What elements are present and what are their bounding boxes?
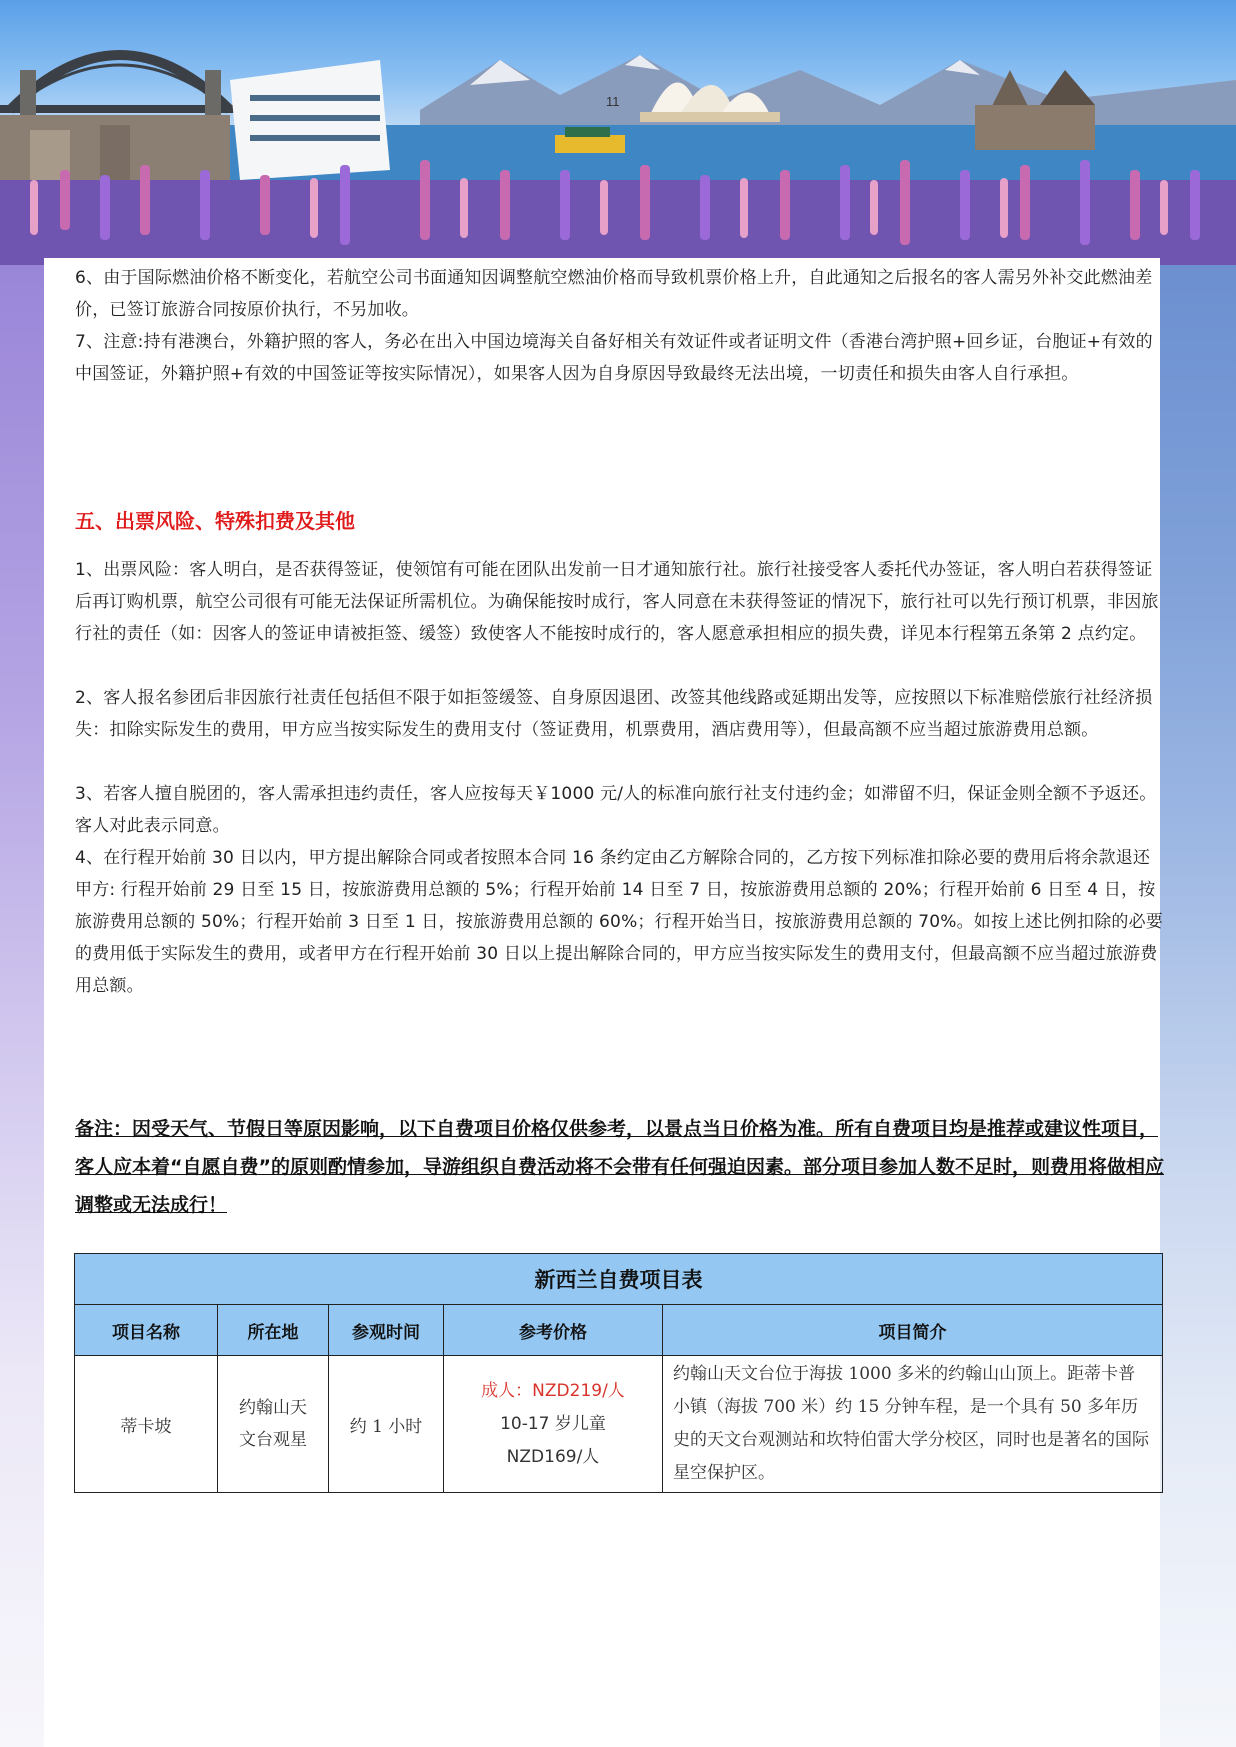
- price-child: NZD169/人: [506, 1446, 600, 1467]
- section-item-3: 3、若客人擅自脱团的，客人需承担违约责任，客人应按每天￥1000 元/人的标准向旅行社支付违约金；如滞留不归，保证金则全额不予返还。客人对此表示同意。: [75, 784, 1157, 836]
- cell-price: [444, 1356, 663, 1493]
- header-price: 参考价格: [444, 1305, 663, 1356]
- optional-items-note: 备注：因受天气、节假日等原因影响，以下自费项目价格仅供参考，以景点当日价格为准。所有自费项目均是推荐或建议性项目，客人应本着“自愿自费”的原则酌情参加，导游组织自费活动将不会带有任何强迫因素。部分项目参加人数不足时，则费用将做相应调整或无法成行！: [75, 1118, 1164, 1216]
- header-banner: [0, 0, 1236, 265]
- cell-duration: 约 1 小时: [329, 1356, 444, 1493]
- cell-intro: 约翰山天文台位于海拔 1000 多米的约翰山山顶上。距蒂卡普小镇（海拔 700 米）约 15 分钟车程，是一个具有 50 多年历史的天文台观测站和坎特伯雷大学分校区，同时也是著名的国际星空保护区。: [663, 1356, 1163, 1493]
- cell-location: 约翰山天文台观星: [218, 1356, 329, 1493]
- left-decor-strip: [0, 265, 44, 1747]
- right-decor-strip: [1160, 265, 1236, 1747]
- price-child-age: 10-17 岁儿童: [500, 1413, 606, 1434]
- section-title: 五、出票风险、特殊扣费及其他: [75, 509, 355, 533]
- section-item-1: 1、出票风险：客人明白，是否获得签证，使领馆有可能在团队出发前一日才通知旅行社。旅行社接受客人委托代办签证，客人明白若获得签证后再订购机票，航空公司很有可能无法保证所需机位。为确保能按时成行，客人同意在未获得签证的情况下，旅行社可以先行预订机票，非因旅行社的责任（如：因客人的签证申请被拒签、缓签）致使客人不能按时成行的，客人愿意承担相应的损失费，详见本行程第五条第 2 点约定。: [75, 560, 1159, 644]
- paragraph-passport-notice: 7、注意:持有港澳台，外籍护照的客人，务必在出入中国边境海关自备好相关有效证件或者证明文件（香港台湾护照+回乡证，台胞证+有效的中国签证，外籍护照+有效的中国签证等按实际情况），如果客人因为自身原因导致最终无法出境，一切责任和损失由客人自行承担。: [75, 332, 1153, 384]
- price-adult: 成人：NZD219/人: [481, 1380, 625, 1401]
- header-item-name: 项目名称: [75, 1305, 218, 1356]
- optional-items-table: [74, 1253, 1163, 1493]
- table-row: [75, 1356, 1163, 1493]
- header-intro: 项目简介: [663, 1305, 1163, 1356]
- section-item-4: 4、在行程开始前 30 日以内，甲方提出解除合同或者按照本合同 16 条约定由乙方解除合同的，乙方按下列标准扣除必要的费用后将余款退还甲方: 行程开始前 29 日至 15 日，按旅游费用总额的 5%；行程开始前 14 日至 7 日，按旅游费用总额的 20%；行程开始前 6 日至 4 日，按旅游费用总额的 50%；行程开始前 3 日至 1 日，按旅游费用总额的 60%；行程开始当日，按旅游费用总额的 70%。如按上述比例扣除的必要的费用低于实际发生的费用，或者甲方在行程开始前 30 日以上提出解除合同的，甲方应当按实际发生的费用支付，但最高额不应当超过旅游费用总额。: [75, 848, 1164, 996]
- table-title: 新西兰自费项目表: [75, 1254, 1163, 1305]
- scenic-banner-image: [0, 0, 1236, 265]
- page-number: 11: [606, 94, 620, 109]
- cell-item-name: 蒂卡坡: [75, 1356, 218, 1493]
- header-location: 所在地: [218, 1305, 329, 1356]
- table-header-row: [75, 1305, 1163, 1356]
- section-item-2: 2、客人报名参团后非因旅行社责任包括但不限于如拒签缓签、自身原因退团、改签其他线路或延期出发等，应按照以下标准赔偿旅行社经济损失：扣除实际发生的费用，甲方应当按实际发生的费用支付（签证费用，机票费用，酒店费用等），但最高额不应当超过旅游费用总额。: [75, 688, 1153, 740]
- header-duration: 参观时间: [329, 1305, 444, 1356]
- paragraph-fuel-surcharge: 6、由于国际燃油价格不断变化，若航空公司书面通知因调整航空燃油价格而导致机票价格上升，自此通知之后报名的客人需另外补交此燃油差价，已签订旅游合同按原价执行，不另加收。: [75, 268, 1153, 320]
- content-panel: [44, 258, 1160, 1747]
